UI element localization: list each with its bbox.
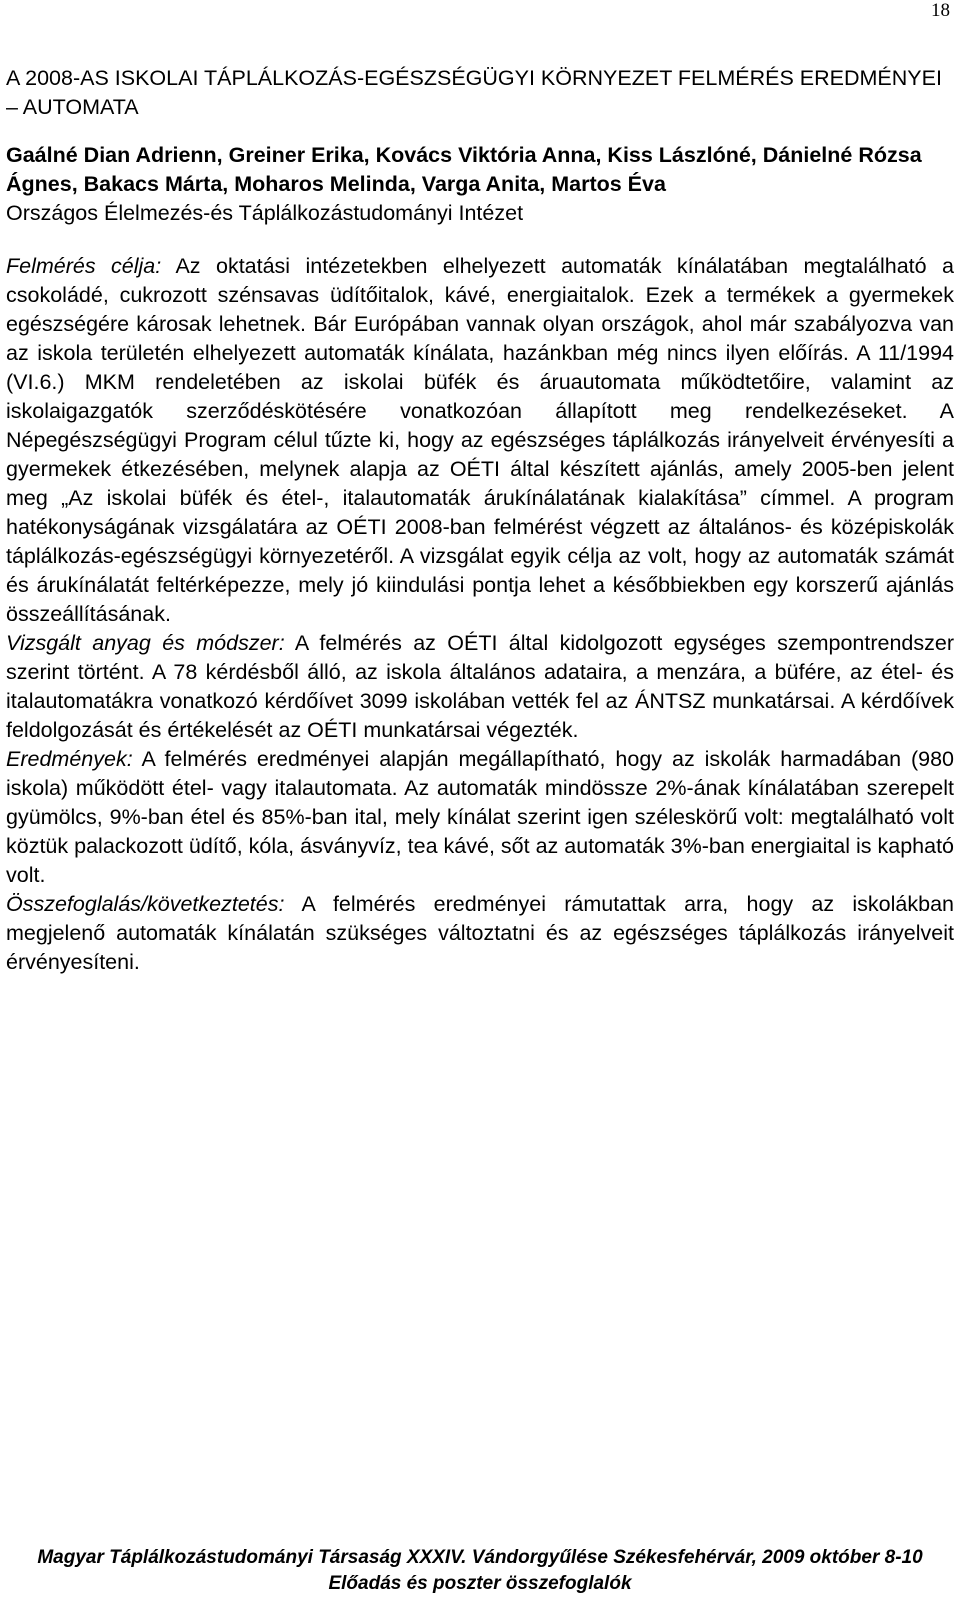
section-aim-text: Az oktatási intézetekben elhelyezett automaták kínálatában megtalálható a csokoládé, cukrozott szénsavas üdítőitalok, kávé, energiaitalok. Ezek a termékek a gyermekek egészségére károsak lehetnek. Bár Európában vannak olyan országok, ahol már szabályozva van az iskola területén elhelyezett automaták kínálata, hazánkban még nincs ilyen előírás. A 11/1994 (VI.6.) MKM rendeletében az iskolai büfék és áruautomata működtetőire, valamint az iskolaigazgatók szerződéskötésére vonatkozóan állapított meg rendelkezéseket. A Népegészségügyi Program célul tűzte ki, hogy az egészséges táplálkozás irányelveit érvényesíti a gyermekek étkezésében, melynek alapja az OÉTI által készített ajánlás, amely 2005-ben jelent meg „Az iskolai büfék és étel-, italautomaták árukínálatának kialakítása” címmel. A program hatékonyságának vizsgálatára az OÉTI 2008-ban felmérést végzett az általános- és középiskolák táplálkozás-egészségügyi környezetéről. A vizsgálat egyik célja az volt, hogy az automaták számát és árukínálatát feltérképezze, mely jó kiindulási pontja lehet a későbbiekben egy korszerű ajánlás összeállításának.: [6, 254, 954, 626]
abstract-body: [6, 64, 954, 977]
section-results-text: A felmérés eredményei alapján megállapítható, hogy az iskolák harmadában (980 iskola) működött étel- vagy italautomata. Az automaták mindössze 2%-ának kínálatában szerepelt gyümölcs, 9%-ban étel és 85%-ban ital, mely kínálat szerint igen széleskörű volt: megtalálható volt köztük palackozott üdítő, kóla, ásványvíz, tea kávé, sőt az automaták 3%-ban energiaital is kapható volt.: [6, 747, 954, 887]
footer-conference: Magyar Táplálkozástudományi Társaság XXXIV. Vándorgyűlése Székesfehérvár, 2009 október 8-10: [37, 1547, 923, 1568]
footer-subtitle: Előadás és poszter összefoglalók: [328, 1573, 632, 1594]
section-conclusion-text: A felmérés eredményei rámutattak arra, hogy az iskolákban megjelenő automaták kínálatán szükséges változtatni és az egészséges táplálkozás irányelveit érvényesíteni.: [6, 892, 954, 974]
institution: Országos Élelmezés-és Táplálkozástudományi Intézet: [6, 201, 524, 225]
section-methods: [6, 629, 954, 745]
section-methods-text: A felmérés az OÉTI által kidolgozott egységes szempontrendszer szerint történt. A 78 kérdésből álló, az iskola általános adataira, a menzára, a büfére, az étel- és italautomatákra vonatkozó kérdőívet 3099 iskolában vették fel az ÁNTSZ munkatársai. A kérdőívek feldolgozását és értékelését az OÉTI munkatársai végezték.: [6, 631, 955, 742]
author-list: Gaálné Dian Adrienn, Greiner Erika, Kovács Viktória Anna, Kiss Lászlóné, Dánielné Rózsa Ágnes, Bakacs Márta, Moharos Melinda, Varga Anita, Martos Éva: [6, 143, 922, 196]
section-methods-heading: Vizsgált anyag és módszer:: [6, 631, 285, 655]
page-number: 18: [931, 0, 950, 21]
section-conclusion-heading: Összefoglalás/következtetés:: [6, 892, 285, 916]
section-conclusion: [6, 890, 954, 977]
abstract-title: A 2008-AS ISKOLAI TÁPLÁLKOZÁS-EGÉSZSÉGÜGYI KÖRNYEZET FELMÉRÉS EREDMÉNYEI – AUTOMATA: [6, 66, 942, 119]
page-footer: [0, 1545, 960, 1597]
section-results-heading: Eredmények:: [6, 747, 133, 771]
section-aim: [6, 252, 954, 629]
section-aim-heading: Felmérés célja:: [6, 254, 162, 278]
section-results: [6, 745, 954, 890]
